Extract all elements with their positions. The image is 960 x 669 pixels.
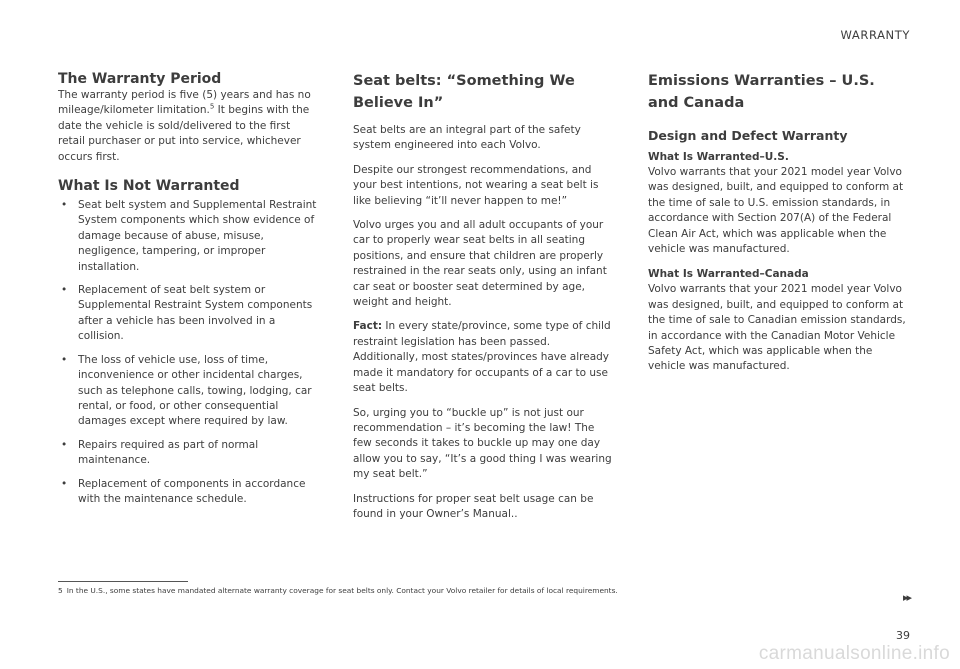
column-warranty <box>58 70 320 515</box>
warranted-us-label: What Is Warranted–U.S. <box>648 151 789 163</box>
bullet-icon: • <box>61 438 68 451</box>
list-item <box>58 283 320 345</box>
not-warranted-list <box>58 198 320 507</box>
design-defect-subheading: Design and Defect Warranty <box>648 128 848 143</box>
seat-belts-paragraph: So, urging you to “buckle up” is not just our recommendation – it’s becoming the law! The few seconds it takes to buckle up may one day allow you to say, “It’s a good thing I was wearing my seat belt.” <box>353 406 612 481</box>
warranted-us-text: Volvo warrants that your 2021 model year Volvo was designed, built, and equipped to conform at the time of sale to U.S. emission standards, in accordance with Section 207(A) of the Federal Clean Air Act, which was applicable when the vehicle was manufactured. <box>648 166 904 256</box>
seat-belts-paragraph: Despite our strongest recommendations, and your best intentions, not wearing a seat belt is like believing “it’ll never happen to me!” <box>353 163 599 207</box>
list-item-text: Replacement of components in accordance with the maintenance schedule. <box>78 477 306 505</box>
emissions-heading: Emissions Warranties – U.S. and Canada <box>648 73 875 111</box>
list-item-text: Repairs required as part of normal maintenance. <box>78 438 259 467</box>
list-item <box>58 198 320 275</box>
fact-label: Fact: <box>353 320 383 333</box>
list-item <box>58 477 320 508</box>
footnote <box>58 586 618 595</box>
double-chevron-right-icon[interactable]: ▸▸ <box>902 591 910 604</box>
seat-belts-paragraph: Volvo urges you and all adult occupants of your car to properly wear seat belts in all seating positions, and ensure that children are properly restrained in the rear seats only, using an infant car seat or booster seat determined by age, weight and height. <box>353 219 607 309</box>
list-item <box>58 438 320 469</box>
list-item-text: Replacement of seat belt system or Supplemental Restraint System components after a vehicle has been involved in a collision. <box>78 284 313 343</box>
bullet-icon: • <box>61 284 68 297</box>
page-number: 39 <box>896 629 910 642</box>
column-seat-belts <box>353 70 615 522</box>
fact-text: In every state/province, some type of child restraint legislation has been passed. Additionally, most states/provinces have already made it mandatory for occupants of a car to use seat belts. <box>353 320 611 395</box>
column-emissions <box>648 70 910 375</box>
footnote-number: 5 <box>58 586 63 595</box>
watermark: carmanualsonline.info <box>758 643 950 664</box>
seat-belts-heading: Seat belts: “Something We Believe In” <box>353 73 575 111</box>
footnote-ref[interactable]: 5 <box>209 102 215 111</box>
bullet-icon: • <box>61 477 68 490</box>
bullet-icon: • <box>61 199 68 212</box>
warranty-period-heading: The Warranty Period <box>58 71 222 87</box>
warranted-canada-text: Volvo warrants that your 2021 model year Volvo was designed, built, and equipped to conform at the time of sale to Canadian emission standards, in accordance with the Canadian Motor Vehicle Safety Act, which was applicable when the vehicle was manufactured. <box>648 283 906 373</box>
warranty-period-text-b: It begins with the date the vehicle is sold/delivered to the first retail purchaser or put into service, whichever occurs first. <box>58 104 310 163</box>
fact-paragraph <box>353 319 615 396</box>
warranty-period-text <box>58 88 320 165</box>
footnote-divider <box>58 581 188 582</box>
list-item <box>58 353 320 430</box>
seat-belts-paragraph: Instructions for proper seat belt usage can be found in your Owner’s Manual.. <box>353 492 594 520</box>
seat-belts-paragraph: Seat belts are an integral part of the safety system engineered into each Volvo. <box>353 124 581 152</box>
not-warranted-heading: What Is Not Warranted <box>58 178 240 195</box>
bullet-icon: • <box>61 353 68 366</box>
list-item-text: The loss of vehicle use, loss of time, inconvenience or other incidental charges, such as telephone calls, towing, lodging, car rental, or food, or other consequential damages except where required by law. <box>78 353 312 428</box>
warranty-period-text-a: The warranty period is five (5) years and has no mileage/kilometer limitation. <box>58 89 311 117</box>
warranted-canada-label: What Is Warranted–Canada <box>648 268 809 281</box>
footnote-text: In the U.S., some states have mandated alternate warranty coverage for seat belts only. Contact your Volvo retailer for details of local requirements. <box>66 586 618 595</box>
list-item-text: Seat belt system and Supplemental Restraint System components which show evidence of damage because of abuse, misuse, negligence, tampering, or improper installation. <box>78 199 317 273</box>
section-header: WARRANTY <box>840 28 910 42</box>
